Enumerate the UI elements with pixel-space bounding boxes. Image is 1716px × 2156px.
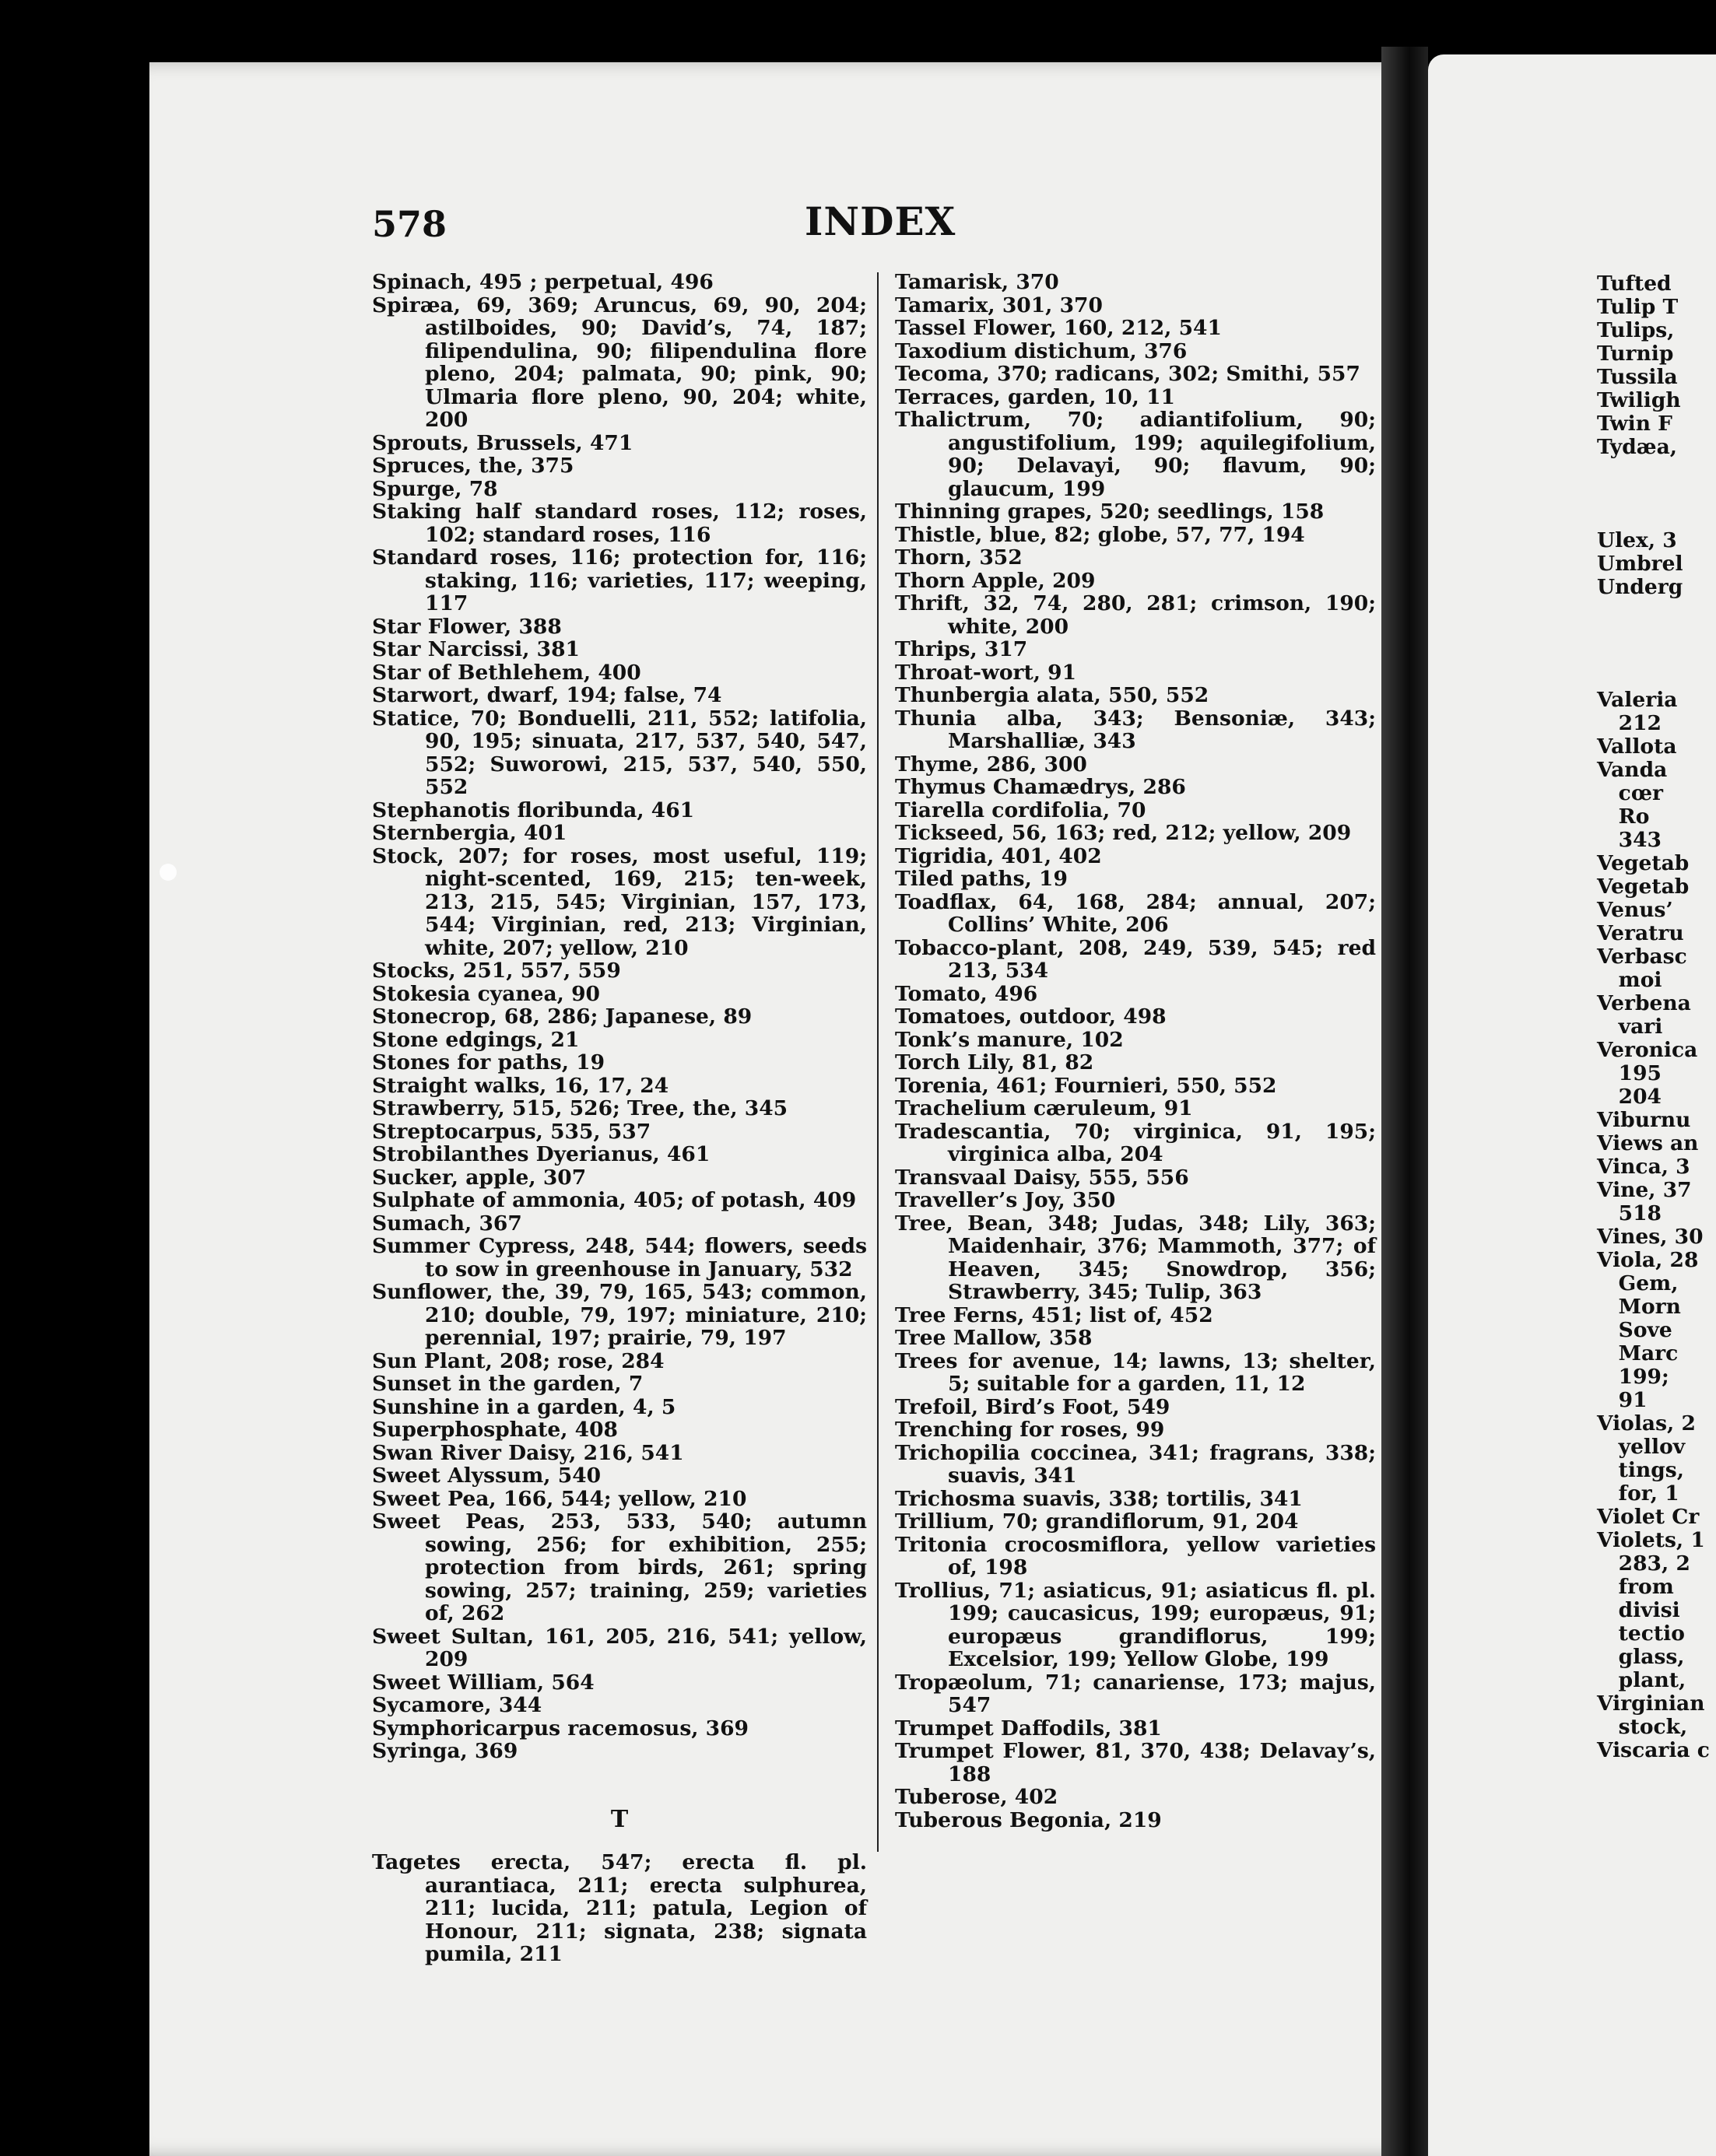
index-entry: Thunbergia alata, 550, 552 [895, 683, 1209, 707]
index-entry: Tonk’s manure, 102 [895, 1027, 1124, 1052]
peek-entry: Viscaria c [1597, 1738, 1710, 1762]
peek-entry: Violets, 1 [1597, 1528, 1705, 1552]
peek-entry: Vine, 37 [1597, 1178, 1692, 1202]
index-entry: Sucker, apple, 307 [372, 1165, 587, 1190]
index-entry: Thistle, blue, 82; globe, 57, 77, 194 [895, 522, 1305, 547]
index-entry: Sunset in the garden, 7 [372, 1372, 644, 1396]
index-entry: Sweet Sultan, 161, 205, 216, 541; yellow, 209 [372, 1624, 867, 1671]
peek-entry: 212 [1597, 711, 1662, 735]
index-entry: Torch Lily, 81, 82 [895, 1050, 1094, 1074]
peek-entry: Underg [1597, 575, 1683, 599]
index-entries-s [372, 271, 867, 1763]
index-entry: Star Flower, 388 [372, 614, 562, 639]
index-entry: Sprouts, Brussels, 471 [372, 430, 633, 455]
peek-entry: Vallota [1597, 734, 1677, 759]
page-header [372, 198, 956, 261]
peek-entry: stock, [1597, 1715, 1688, 1739]
index-entry: Throat-wort, 91 [895, 660, 1077, 685]
index-entry: Star of Bethlehem, 400 [372, 660, 641, 685]
peek-entry: yellov [1597, 1435, 1686, 1459]
index-entry: Traveller’s Joy, 350 [895, 1188, 1116, 1212]
peek-entry: divisi [1597, 1598, 1680, 1622]
index-entry: Tiarella cordifolia, 70 [895, 798, 1146, 822]
peek-entry: from [1597, 1575, 1674, 1599]
index-entry: Tree Mallow, 358 [895, 1326, 1093, 1350]
index-entry: Thymus Chamædrys, 286 [895, 775, 1186, 799]
peek-entry: Views an [1597, 1131, 1699, 1155]
index-entry: Summer Cypress, 248, 544; flowers, seeds to sow in greenhouse in January, 532 [372, 1234, 867, 1281]
index-entry: Trumpet Flower, 81, 370, 438; Delavay’s, 188 [895, 1739, 1376, 1786]
peek-entry: 195 [1597, 1061, 1662, 1085]
index-entry: Taxodium distichum, 376 [895, 338, 1188, 363]
peek-entry: Gem, [1597, 1271, 1679, 1295]
peek-entry: Violet Cr [1597, 1505, 1700, 1529]
index-entry: Sweet William, 564 [372, 1670, 595, 1695]
peek-entry: Veronica [1597, 1038, 1698, 1062]
index-entry: Straight walks, 16, 17, 24 [372, 1073, 669, 1098]
peek-entry: 91 [1597, 1388, 1648, 1412]
index-entries-t-left [372, 1851, 867, 1966]
index-entry: Sun Plant, 208; rose, 284 [372, 1348, 665, 1373]
index-entry: Trenching for roses, 99 [895, 1418, 1165, 1442]
index-entry: Trees for avenue, 14; lawns, 13; shelter, 5; suitable for a garden, 11, 12 [895, 1348, 1376, 1396]
index-entry: Spiræa, 69, 369; Aruncus, 69, 90, 204; astilboides, 90; David’s, 74, 187; filipendulina, 90; filipendulina flore pleno, 204; palmata, 90; pink, 90; Ulmaria flore pleno, 90, 204; white, 200 [372, 293, 867, 432]
index-entry: Sumach, 367 [372, 1211, 522, 1236]
index-entry: Stock, 207; for roses, most useful, 119; night-scented, 169, 215; ten-week, 213, 215, 545; Virginian, 157, 173, 544; Virginian, red, 213; Virginian, white, 207; yellow, 210 [372, 843, 867, 960]
peek-entry: Twiligh [1597, 388, 1681, 412]
index-entry: Streptocarpus, 535, 537 [372, 1119, 651, 1144]
peek-entry: Vegetab [1597, 851, 1690, 875]
index-entry: Starwort, dwarf, 194; false, 74 [372, 683, 722, 707]
index-entry: Symphoricarpus racemosus, 369 [372, 1716, 749, 1741]
index-entry: Sweet Peas, 253, 533, 540; autumn sowing, 256; for exhibition, 255; protection from birds, 261; spring sowing, 257; training, 259; varieties of, 262 [372, 1509, 867, 1625]
index-entry: Standard roses, 116; protection for, 116; staking, 116; varieties, 117; weeping, 117 [372, 545, 867, 615]
book-gutter [1381, 47, 1428, 2156]
index-entry: Stones for paths, 19 [372, 1050, 605, 1074]
peek-entry: tectio [1597, 1621, 1685, 1646]
index-entry: Tagetes erecta, 547; erecta fl. pl. aurantiaca, 211; erecta sulphurea, 211; lucida, 211; patula, Legion of Honour, 211; signata, 238; signata pumila, 211 [372, 1850, 867, 1966]
index-entry: Stephanotis floribunda, 461 [372, 798, 695, 822]
index-entry: Toadflax, 64, 168, 284; annual, 207; Collins’ White, 206 [895, 889, 1376, 937]
index-entry: Sweet Pea, 166, 544; yellow, 210 [372, 1486, 747, 1511]
index-entry: Trichopilia coccinea, 341; fragrans, 338; suavis, 341 [895, 1440, 1376, 1488]
peek-entry: Umbrel [1597, 552, 1683, 576]
index-entry: Strobilanthes Dyerianus, 461 [372, 1142, 711, 1166]
index-entry: Trefoil, Bird’s Foot, 549 [895, 1394, 1170, 1419]
index-entry: Spinach, 495 ; perpetual, 496 [372, 270, 714, 294]
peek-entry: plant, [1597, 1668, 1686, 1692]
index-entry: Sternbergia, 401 [372, 821, 567, 845]
peek-entry: Ulex, 3 [1597, 528, 1677, 552]
peek-entry: Tussila [1597, 365, 1678, 389]
index-entry: Thrips, 317 [895, 637, 1028, 661]
index-column-left [372, 271, 867, 1966]
peek-entry: Virginian [1597, 1691, 1705, 1716]
index-entry: Stonecrop, 68, 286; Japanese, 89 [372, 1004, 753, 1029]
index-entry: Stone edgings, 21 [372, 1027, 580, 1052]
index-entry: Tomatoes, outdoor, 498 [895, 1004, 1167, 1029]
index-entry: Tassel Flower, 160, 212, 541 [895, 316, 1222, 340]
index-entry: Trillium, 70; grandiflorum, 91, 204 [895, 1509, 1299, 1534]
peek-entry: Verbasc [1597, 945, 1687, 969]
index-entry: Stocks, 251, 557, 559 [372, 959, 621, 983]
index-entry: Sunshine in a garden, 4, 5 [372, 1394, 676, 1419]
index-column-right [895, 271, 1376, 1832]
index-entry: Trollius, 71; asiaticus, 91; asiaticus fl. pl. 199; caucasicus, 199; europæus, 91; europæus grandiflorus, 199; Excelsior, 199; Yellow Globe, 199 [895, 1578, 1376, 1671]
index-entry: Tigridia, 401, 402 [895, 843, 1102, 868]
column-divider [877, 272, 879, 1852]
peek-entry: Tulips, [1597, 318, 1675, 342]
index-entry: Staking half standard roses, 112; roses, 102; standard roses, 116 [372, 500, 867, 547]
page-number: 578 [372, 203, 447, 245]
peek-entry: Viburnu [1597, 1108, 1691, 1132]
index-entry: Stokesia cyanea, 90 [372, 981, 600, 1006]
index-entry: Tomato, 496 [895, 981, 1038, 1006]
peek-entry: Sove [1597, 1318, 1672, 1342]
index-entry: Torenia, 461; Fournieri, 550, 552 [895, 1073, 1277, 1098]
index-entry: Star Narcissi, 381 [372, 637, 580, 661]
peek-entry: 199; [1597, 1365, 1669, 1389]
peek-entry: Valeria [1597, 688, 1678, 712]
index-entry: Statice, 70; Bonduelli, 211, 552; latifolia, 90, 195; sinuata, 217, 537, 540, 547, 552; Suworowi, 215, 537, 540, 550, 552 [372, 706, 867, 799]
index-entry: Swan River Daisy, 216, 541 [372, 1440, 684, 1465]
peek-entry: 204 [1597, 1085, 1662, 1109]
index-entry: Terraces, garden, 10, 11 [895, 384, 1175, 409]
index-entry: Thorn, 352 [895, 545, 1023, 570]
peek-entry: 343 [1597, 828, 1662, 852]
index-entry: Tuberose, 402 [895, 1785, 1058, 1809]
peek-entry: Ro [1597, 805, 1650, 829]
peek-entry: Vegetab [1597, 875, 1690, 899]
index-entry: Tropæolum, 71; canariense, 173; majus, 547 [895, 1670, 1376, 1717]
peek-entry: Tufted [1597, 272, 1672, 296]
index-entry: Superphosphate, 408 [372, 1418, 618, 1442]
peek-entry: for, 1 [1597, 1481, 1679, 1506]
peek-entry: 283, 2 [1597, 1551, 1690, 1576]
peek-entry: Viola, 28 [1597, 1248, 1699, 1272]
index-entry: Tamarix, 301, 370 [895, 293, 1103, 317]
index-entry: Thinning grapes, 520; seedlings, 158 [895, 500, 1325, 524]
peek-entry: Vines, 30 [1597, 1225, 1704, 1249]
index-entry: Trumpet Daffodils, 381 [895, 1716, 1162, 1741]
section-letter-heading: T [610, 1805, 629, 1833]
peek-entry: Turnip [1597, 342, 1674, 366]
peek-entry: Tulip T [1597, 295, 1679, 319]
page-title: INDEX [805, 198, 956, 244]
index-entry: Spruces, the, 375 [372, 454, 574, 478]
index-entry: Sweet Alyssum, 540 [372, 1464, 602, 1488]
index-entry: Tritonia crocosmiflora, yellow varieties of, 198 [895, 1532, 1376, 1579]
index-entry: Trachelium cæruleum, 91 [895, 1096, 1193, 1120]
index-entry: Thalictrum, 70; adiantifolium, 90; angustifolium, 199; aquilegifolium, 90; Delavayi, 90; flavum, 90; glaucum, 199 [895, 408, 1376, 501]
index-entry: Tree, Bean, 348; Judas, 348; Lily, 363; Maidenhair, 376; Mammoth, 377; of Heaven, 345; Snowdrop, 356; Strawberry, 345; Tulip, 363 [895, 1211, 1376, 1304]
peek-entry: moi [1597, 968, 1662, 992]
peek-entry: Venus’ [1597, 898, 1673, 922]
index-entry: Thorn Apple, 209 [895, 568, 1096, 593]
index-entry: Tuberous Begonia, 219 [895, 1807, 1162, 1832]
peek-entry: Twin F [1597, 412, 1672, 436]
peek-entry: Verbena [1597, 991, 1691, 1015]
peek-entry: Vinca, 3 [1597, 1155, 1690, 1179]
index-entry: Thunia alba, 343; Bensoniæ, 343; Marshalliæ, 343 [895, 706, 1376, 753]
index-entry: Syringa, 369 [372, 1739, 518, 1763]
peek-entry: Vanda [1597, 758, 1668, 782]
peek-entry: tings, [1597, 1458, 1684, 1482]
index-entry: Thrift, 32, 74, 280, 281; crimson, 190; white, 200 [895, 591, 1376, 639]
peek-entry: Marc [1597, 1341, 1679, 1365]
index-entry: Sulphate of ammonia, 405; of potash, 409 [372, 1188, 857, 1212]
peek-entry: vari [1597, 1015, 1663, 1039]
peek-entry: 518 [1597, 1201, 1662, 1225]
peek-entry: glass, [1597, 1645, 1685, 1669]
index-entry: Strawberry, 515, 526; Tree, the, 345 [372, 1096, 788, 1120]
index-entry: Tree Ferns, 451; list of, 452 [895, 1302, 1213, 1327]
peek-entry: cœr [1597, 781, 1664, 805]
peek-entry: Tydæa, [1597, 435, 1677, 459]
index-entry: Sunflower, the, 39, 79, 165, 543; common, 210; double, 79, 197; miniature, 210; perennial, 197; prairie, 79, 197 [372, 1280, 867, 1350]
index-entry: Transvaal Daisy, 555, 556 [895, 1165, 1189, 1190]
index-entries-t [895, 271, 1376, 1832]
index-entry: Tobacco-plant, 208, 249, 539, 545; red 213, 534 [895, 935, 1376, 983]
peek-entry: Violas, 2 [1597, 1411, 1696, 1436]
index-entry: Spurge, 78 [372, 476, 498, 501]
peek-entry: Veratru [1597, 921, 1684, 945]
index-entry: Tecoma, 370; radicans, 302; Smithi, 557 [895, 362, 1360, 386]
index-entry: Tiled paths, 19 [895, 867, 1068, 891]
index-entry: Thyme, 286, 300 [895, 752, 1087, 777]
scan-spot [160, 864, 177, 881]
peek-entry: Morn [1597, 1295, 1681, 1319]
index-entry: Trichosma suavis, 338; tortilis, 341 [895, 1486, 1303, 1511]
index-entry: Tamarisk, 370 [895, 270, 1059, 294]
index-entry: Tradescantia, 70; virginica, 91, 195; virginica alba, 204 [895, 1119, 1376, 1166]
index-entry: Sycamore, 344 [372, 1693, 542, 1717]
index-entry: Tickseed, 56, 163; red, 212; yellow, 209 [895, 821, 1352, 845]
